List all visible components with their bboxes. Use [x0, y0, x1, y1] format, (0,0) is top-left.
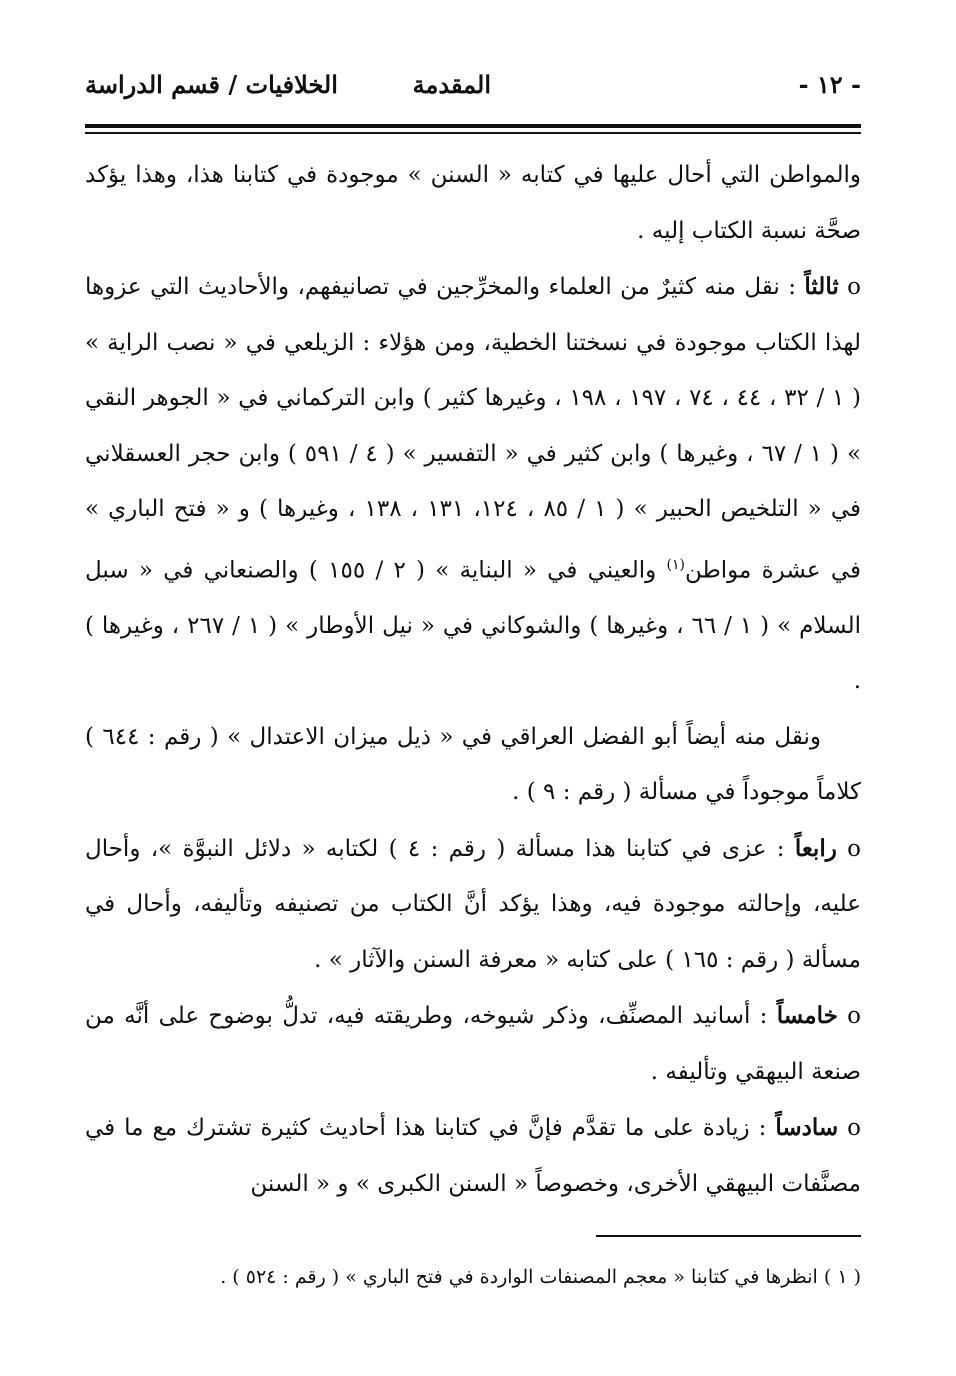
bullet-icon: o [847, 1115, 861, 1142]
paragraph-text: : زيادة على ما تقدَّم فإنَّ في كتابنا هذا أحاديث كثيرة تشترك مع ما في مصنَّفات البيهقي الأخرى، وخصوصاً « السنن الكبرى » و « السنن [85, 1115, 861, 1197]
paragraph-text: : أسانيد المصنِّف، وذكر شيوخه، وطريقته فيه، تدلُّ بوضوح على أنَّه من صنعة البيهقي وتأليفه . [85, 1003, 861, 1085]
header-rule-thin [85, 132, 861, 134]
footnote: ( ١ ) انظرها في كتابنا « معجم المصنفات الواردة في فتح الباري » ( رقم : ٥٢٤ ) . [220, 1266, 861, 1288]
paragraph-text: : نقل منه كثيرٌ من العلماء والمخرِّجين في تصانيفهم، والأحاديث التي عزوها لهذا الكتاب موجودة في نسختنا الخطية، ومن هؤلاء : الزيلعي في « نصب الراية » ( ١ / ٣٢ ، ٤٤ ، ٧٤ ، ١٩٧ ، ١٩٨ ، وغيرها كثير ) وابن التركماني في « الجوهر النقي » ( ١ / ٦٧ ، وغيرها ) وابن كثير في « التفسير » ( ٤ / ٥٩١ ) وابن حجر العسقلاني في « التلخيص الحبير » ( ١ / ٨٥ ، ١٢٤، ١٣١ ، ١٣٨ ، وغيرها ) و « فتح الباري » في عشرة مواطن [85, 274, 862, 584]
footnote-separator [596, 1235, 861, 1237]
paragraph-third [85, 259, 861, 710]
paragraph-text: : عزى في كتابنا هذا مسألة ( رقم : ٤ ) لكتابه « دلائل النبوَّة »، وأحال عليه، وإحالته موجودة فيه، وهذا يؤكد أنَّ الكتاب من تصنيفه وتأليفه، وأحال في مسألة ( رقم : ١٦٥ ) على كتابه « معرفة السنن والآثار » . [85, 835, 861, 973]
paragraph-text: والعيني في « البناية » ( ٢ / ١٥٥ ) والصنعاني في « سبل السلام » ( ١ / ٦٦ ، وغيرها ) والشوكاني في « نيل الأوطار » ( ١ / ٢٦٧ ، وغيرها ) . [85, 557, 862, 695]
paragraph: والمواطن التي أحال عليها في كتابه « السنن » موجودة في كتابنا هذا، وهذا يؤكد صحَّة نسبة الكتاب إليه . [85, 162, 861, 244]
bullet-icon: o [847, 1003, 862, 1030]
point-label: خامساً [776, 1002, 838, 1030]
header-rule-thick [85, 124, 861, 128]
paragraph-fourth [85, 821, 861, 989]
paragraph: ونقل منه أيضاً أبو الفضل العراقي في « ذيل ميزان الاعتدال » ( رقم : ٦٤٤ ) كلاماً موجوداً في مسألة ( رقم : ٩ ) . [85, 723, 861, 806]
paragraph-fifth [85, 988, 861, 1100]
bullet-icon: o [847, 274, 862, 300]
bullet-icon: o [847, 835, 861, 862]
point-label: ثالثاً [804, 273, 839, 300]
main-text [85, 148, 861, 1212]
footnote-marker: (١) [666, 556, 685, 573]
section-title: المقدمة [412, 70, 491, 99]
running-header [85, 70, 861, 114]
point-label: سادساً [775, 1114, 839, 1142]
page-number: - ١٢ - [798, 70, 861, 99]
point-label: رابعاً [794, 834, 837, 862]
book-title: الخلافيات / قسم الدراسة [85, 70, 338, 99]
paragraph-sixth [85, 1100, 861, 1212]
